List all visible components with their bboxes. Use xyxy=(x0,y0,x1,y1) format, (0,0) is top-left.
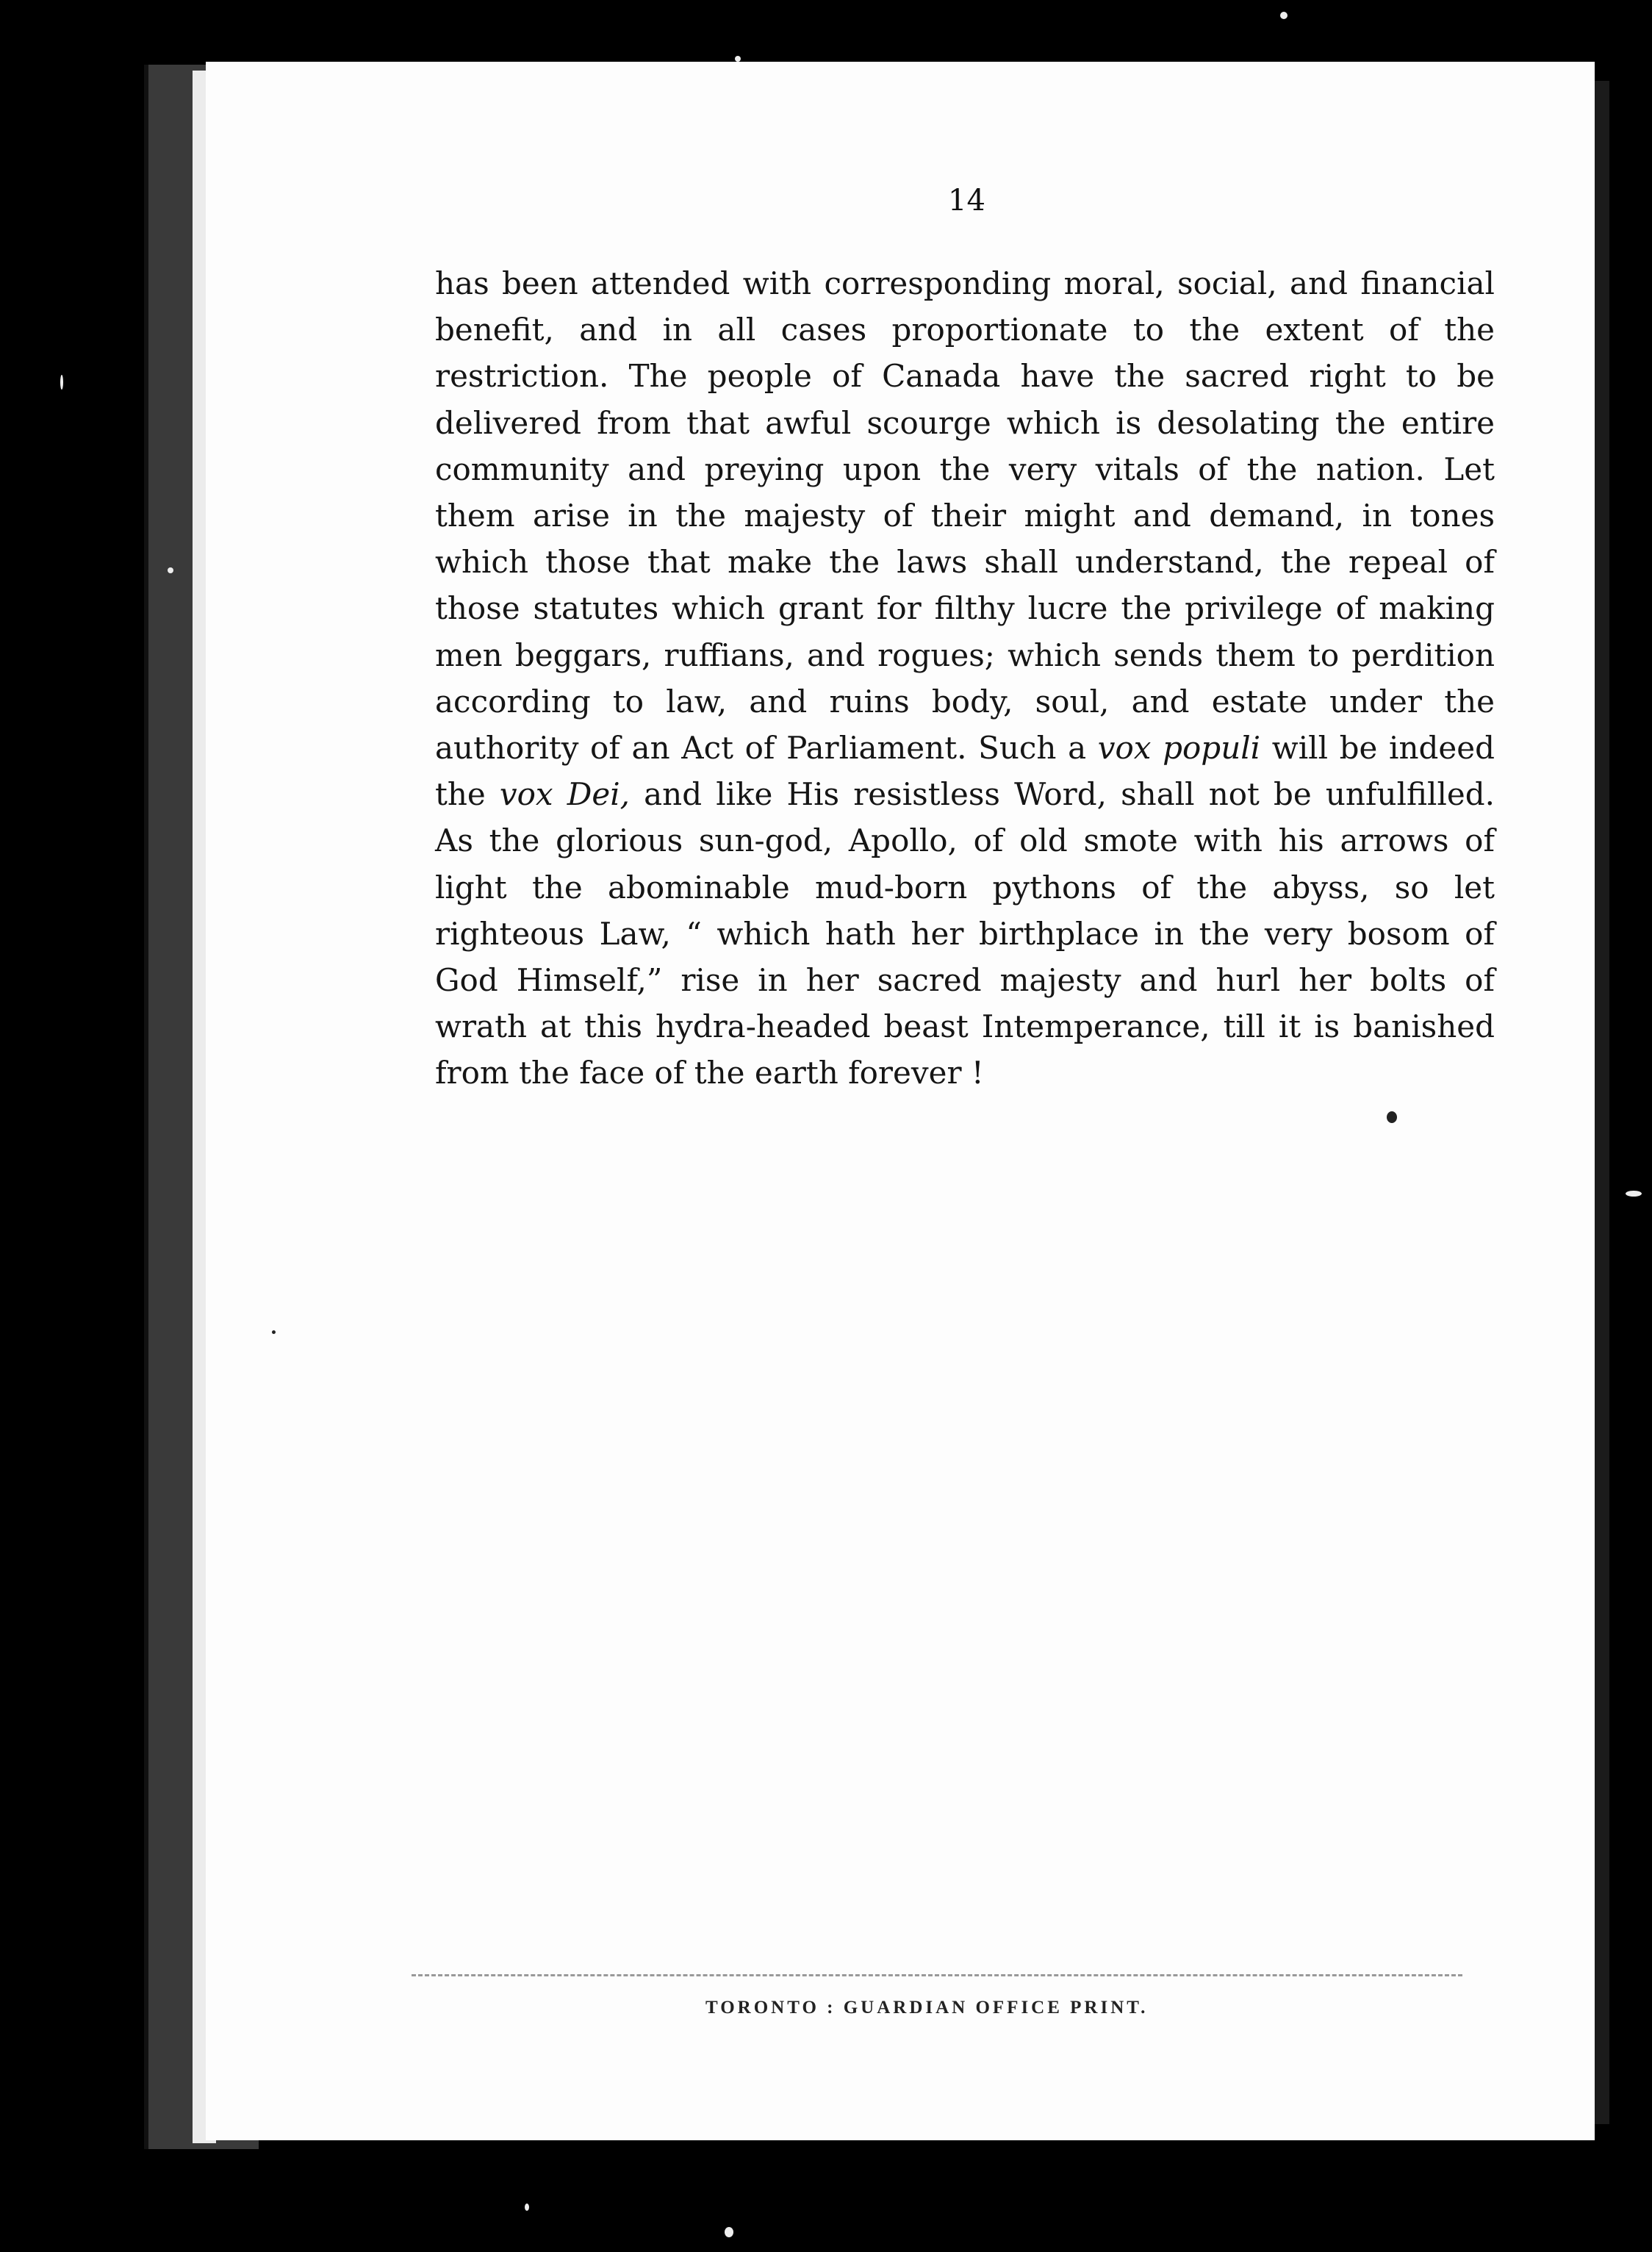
scan-speck xyxy=(60,375,63,390)
page-number: 14 xyxy=(948,184,985,218)
scan-speck xyxy=(725,2227,733,2237)
body-text-part-2: will be indeed the xyxy=(435,730,1495,813)
scan-speck xyxy=(1626,1191,1642,1197)
printer-imprint: TORONTO : GUARDIAN OFFICE PRINT. xyxy=(705,1998,1149,2018)
body-text-part-3: and like His resistless Word, shall not be unfulfilled. As the glorious sun-god, Apollo, of old smote with his arrows of light the abominable mud-born pythons of the abyss, so let righteous Law, “ which hath her birthplace in the very bosom of God Himself,” rise in her sacred majesty and hurl her bolts of wrath at this hydra-headed beast Intemperance, till it is banished from the face of the earth forever ! xyxy=(435,776,1495,1091)
italic-vox-populi: vox populi xyxy=(1097,730,1261,767)
italic-vox-dei: vox Dei, xyxy=(499,776,631,813)
scan-speck xyxy=(525,2203,529,2211)
ink-dot xyxy=(1387,1111,1397,1123)
scan-speck xyxy=(1280,12,1288,19)
scan-speck xyxy=(735,56,741,62)
body-text xyxy=(435,260,1495,1097)
scan-speck xyxy=(168,567,173,573)
body-paragraph xyxy=(435,260,1495,1097)
body-text-part-1: has been attended with corresponding moral, social, and financial benefit, and in all cases proportionate to the extent of the restriction. The people of Canada have the sacred right to be delivered from that awful scourge which is desolating the entire community and preying upon the very vitals of the nation. Let them arise in the majesty of their might and demand, in tones which those that make the laws shall understand, the repeal of those statutes which grant for filthy lucre the privilege of making men beggars, ruffians, and rogues; which sends them to perdition according to law, and ruins body, soul, and estate under the authority of an Act of Parliament. Such a xyxy=(435,265,1495,767)
footer-rule xyxy=(412,1974,1462,1976)
ink-dot xyxy=(272,1330,276,1334)
